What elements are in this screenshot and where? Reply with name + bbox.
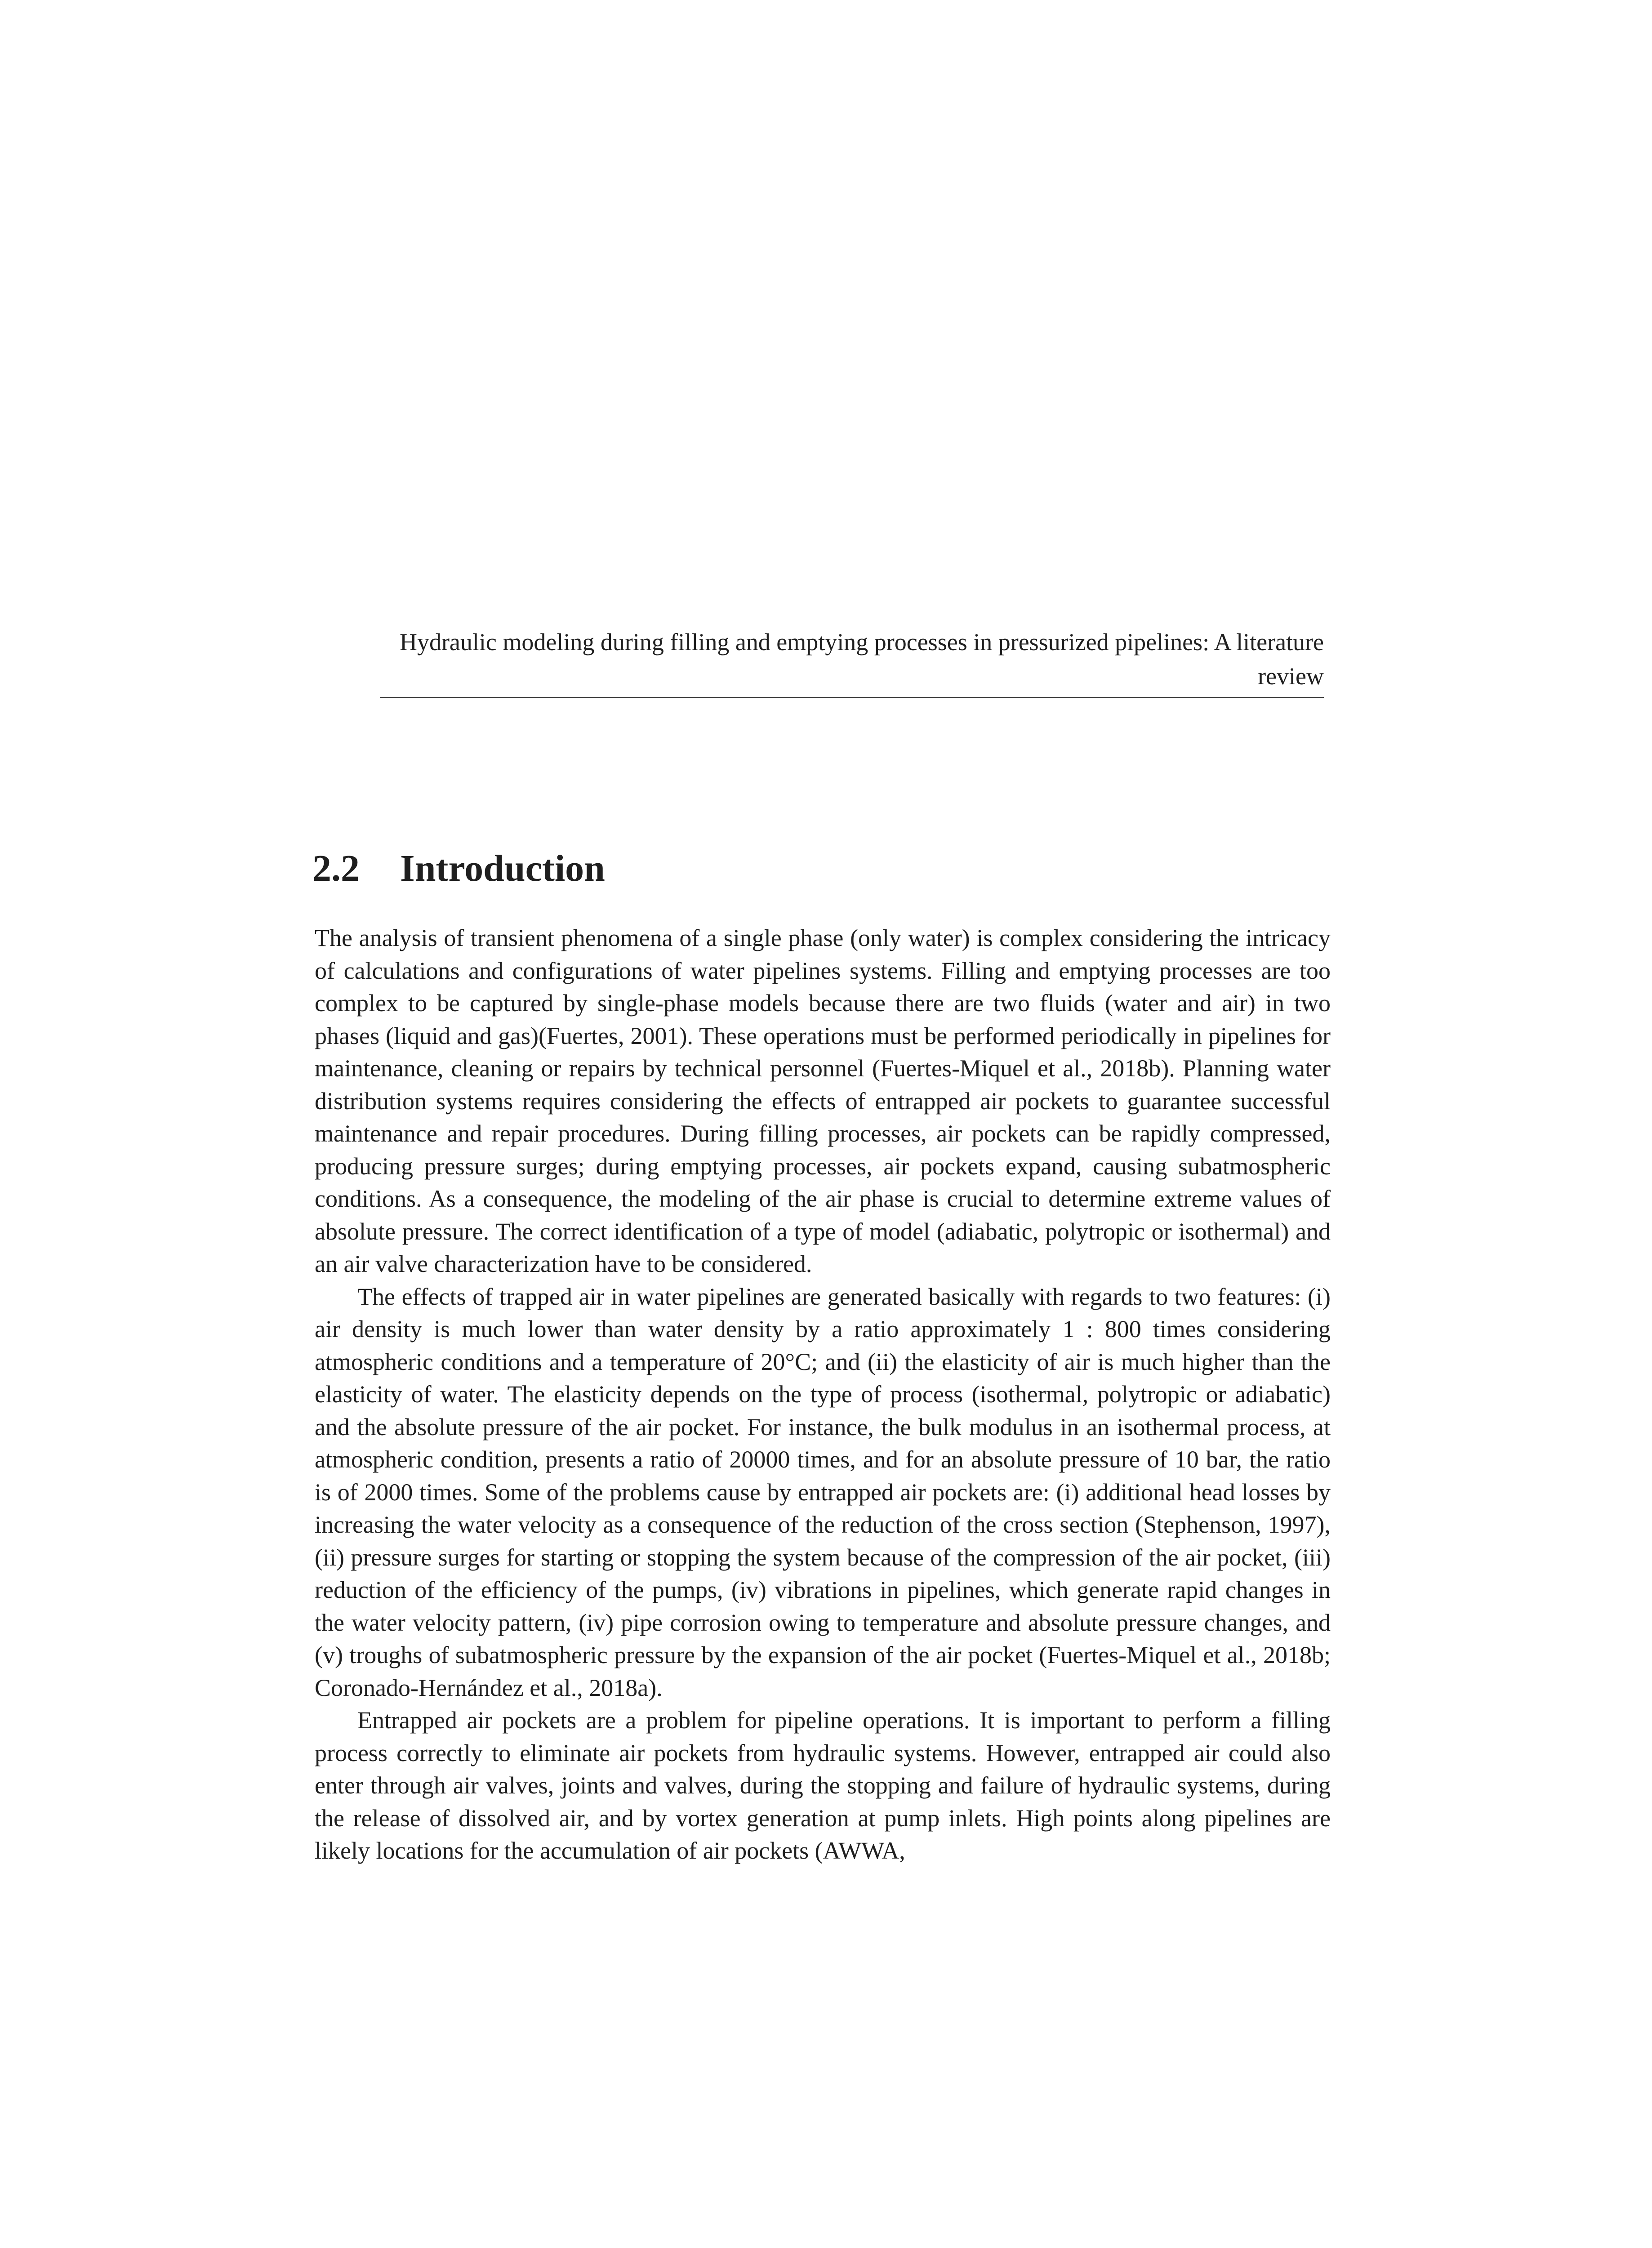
paragraph: Entrapped air pockets are a problem for pipeline operations. It is important to perform a filling process correctly to eliminate air pockets from hydraulic systems. However, entrapped air could also enter through air valves, joints and valves, during the stopping and failure of hydraulic systems, during the release of dissolved air, and by vortex generation at pump inlets. High points along pipelines are likely locations for the accumulation of air pockets (AWWA, [315, 1707, 1331, 1864]
section-number: 2.2 [312, 847, 360, 889]
body-text [315, 922, 1331, 1867]
paragraph: The analysis of transient phenomena of a single phase (only water) is complex considering the intricacy of calculations and configurations of water pipelines systems. Filling and emptying processes are too complex to be captured by single-phase models because there are two fluids (water and air) in two phases (liquid and gas)(Fuertes, 2001). These operations must be performed periodically in pipelines for maintenance, cleaning or repairs by technical personnel (Fuertes-Miquel et al., 2018b). Planning water distribution systems requires considering the effects of entrapped air pockets to guarantee successful maintenance and repair procedures. During filling processes, air pockets can be rapidly compressed, producing pressure surges; during emptying processes, air pockets expand, causing subatmospheric conditions. As a consequence, the modeling of the air phase is crucial to determine extreme values of absolute pressure. The correct identification of a type of model (adiabatic, polytropic or isothermal) and an air valve characterization have to be considered. [315, 924, 1331, 1277]
running-header: Hydraulic modeling during filling and emptying processes in pressurized pipelines: A literature review [380, 625, 1324, 698]
section-heading [312, 846, 605, 891]
paragraph: The effects of trapped air in water pipelines are generated basically with regards to two features: (i) air density is much lower than water density by a ratio approximately 1 : 800 times considering atmospheric conditions and a temperature of 20°C; and (ii) the elasticity of air is much higher than the elasticity of water. The elasticity depends on the type of process (isothermal, polytropic or adiabatic) and the absolute pressure of the air pocket. For instance, the bulk modulus in an isothermal process, at atmospheric condition, presents a ratio of 20000 times, and for an absolute pressure of 10 bar, the ratio is of 2000 times. Some of the problems cause by entrapped air pockets are: (i) additional head losses by increasing the water velocity as a consequence of the reduction of the cross section (Stephenson, 1997),(ii) pressure surges for starting or stopping the system because of the compression of the air pocket, (iii) reduction of the efficiency of the pumps, (iv) vibrations in pipelines, which generate rapid changes in the water velocity pattern, (iv) pipe corrosion owing to temperature and absolute pressure changes, and (v) troughs of subatmospheric pressure by the expansion of the air pocket (Fuertes-Miquel et al., 2018b; Coronado-Hernández et al., 2018a). [315, 1283, 1331, 1701]
section-title: Introduction [400, 847, 605, 889]
